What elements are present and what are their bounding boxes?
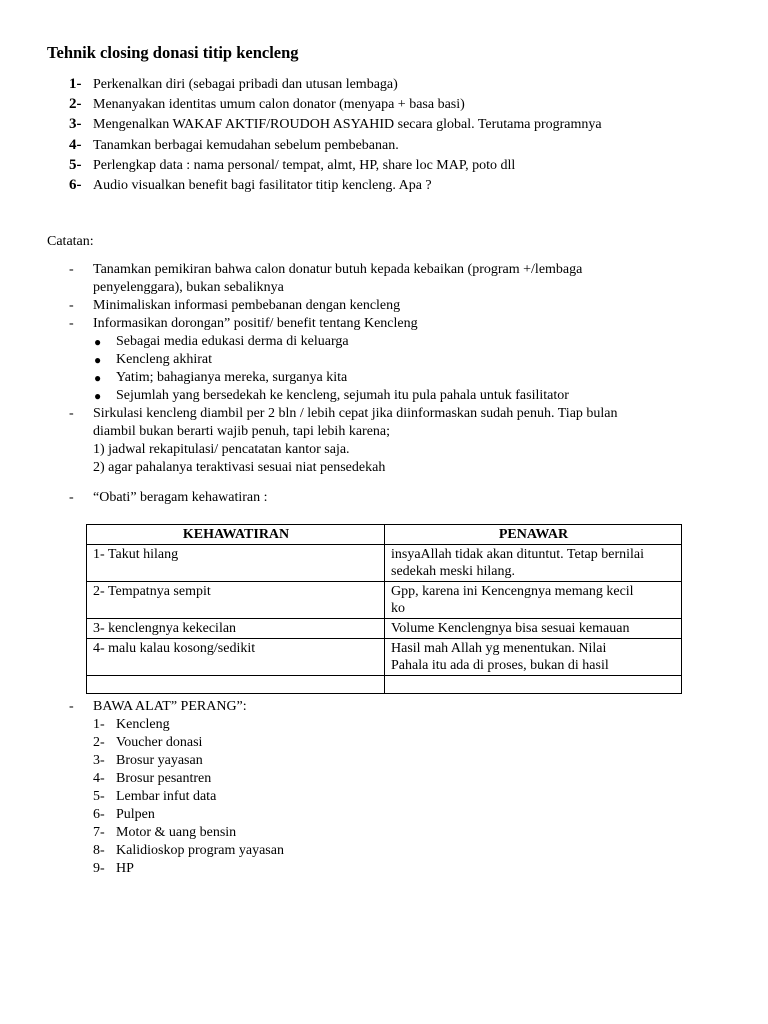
remedy-line: Pahala itu ada di proses, bukan di hasil — [391, 658, 609, 673]
step-text: Tanamkan berbagai kemudahan sebelum pembebanan. — [93, 137, 399, 153]
dash-marker: - — [69, 699, 74, 714]
table-row-empty — [87, 676, 682, 694]
equipment-item — [93, 716, 284, 734]
step-item — [69, 74, 602, 94]
worry-cell — [87, 676, 385, 694]
bullet-icon: ● — [94, 389, 102, 403]
remedy-cell — [385, 639, 682, 676]
equipment-section — [69, 698, 284, 878]
equipment-item — [93, 824, 284, 842]
remedy-cell — [385, 676, 682, 694]
note-text: “Obati” beragam kehawatiran : — [93, 490, 268, 505]
remedy-line: Hasil mah Allah yg menentukan. Nilai — [391, 641, 607, 656]
table-row — [87, 582, 682, 619]
note-text: 2) agar pahalanya teraktivasi sesuai niat pensedekah — [93, 460, 386, 475]
equipment-number: 5- — [93, 789, 105, 804]
remedy-line: ko — [391, 601, 405, 616]
bullet-icon: ● — [94, 335, 102, 349]
benefit-item — [93, 387, 689, 405]
benefit-sublist — [93, 333, 689, 405]
step-number: 1- — [69, 76, 82, 92]
equipment-text: HP — [116, 861, 134, 876]
equipment-text: Kencleng — [116, 717, 170, 732]
equipment-text: Voucher donasi — [116, 735, 203, 750]
benefit-text: Sejumlah yang bersedekah ke kencleng, sejumah itu pula pahala untuk fasilitator — [116, 388, 569, 403]
note-text: Informasikan dorongan” positif/ benefit tentang Kencleng — [93, 316, 418, 331]
benefit-item — [93, 351, 689, 369]
equipment-number: 2- — [93, 735, 105, 750]
dash-marker: - — [69, 298, 74, 313]
note-text: Minimaliskan informasi pembebanan dengan kencleng — [93, 298, 401, 313]
dash-marker: - — [69, 406, 74, 421]
equipment-text: Lembar infut data — [116, 789, 217, 804]
notes-list — [69, 261, 689, 507]
equipment-number: 8- — [93, 843, 105, 858]
benefit-item — [93, 333, 689, 351]
step-text: Menanyakan identitas umum calon donator (menyapa + basa basi) — [93, 97, 465, 113]
note-item — [69, 405, 689, 477]
notes-heading: Catatan: — [47, 234, 94, 249]
step-item — [69, 175, 602, 195]
equipment-number: 9- — [93, 861, 105, 876]
step-text: Perkenalkan diri (sebagai pribadi dan utusan lembaga) — [93, 77, 398, 92]
note-text: penyelenggara), bukan sebaliknya — [93, 280, 284, 295]
equipment-number: 6- — [93, 807, 105, 822]
dash-marker: - — [69, 316, 74, 331]
remedy-cell — [385, 619, 682, 639]
equipment-heading-item — [69, 698, 284, 716]
note-item — [69, 297, 689, 315]
note-text: Sirkulasi kencleng diambil per 2 bln / lebih cepat jika diinformaskan sudah penuh. Tiap bulan — [93, 406, 618, 421]
note-item — [69, 315, 689, 405]
equipment-item — [93, 860, 284, 878]
column-header-kehawatiran: KEHAWATIRAN — [87, 525, 385, 545]
bullet-icon: ● — [94, 353, 102, 367]
remedy-cell — [385, 582, 682, 619]
equipment-number: 3- — [93, 753, 105, 768]
remedy-cell — [385, 545, 682, 582]
step-item — [69, 94, 602, 114]
step-item — [69, 135, 602, 155]
equipment-number: 4- — [93, 771, 105, 786]
note-item — [69, 489, 689, 507]
equipment-text: Kalidioskop program yayasan — [116, 843, 284, 858]
equipment-text: Motor & uang bensin — [116, 825, 237, 840]
equipment-item — [93, 842, 284, 860]
worries-table — [86, 524, 682, 694]
bullet-icon: ● — [94, 371, 102, 385]
dash-marker: - — [69, 262, 74, 277]
worry-cell: 3- kenclengnya kekecilan — [87, 619, 385, 639]
benefit-item — [93, 369, 689, 387]
step-number: 3- — [69, 116, 82, 133]
worry-cell: 1- Takut hilang — [87, 545, 385, 582]
step-item — [69, 114, 602, 134]
table-row — [87, 619, 682, 639]
remedy-line: Gpp, karena ini Kencengnya memang kecil — [391, 584, 634, 599]
equipment-list — [69, 716, 284, 878]
step-text: Perlengkap data : nama personal/ tempat, almt, HP, share loc MAP, poto dll — [93, 157, 516, 173]
equipment-text: Brosur yayasan — [116, 753, 203, 768]
benefit-text: Sebagai media edukasi derma di keluarga — [116, 334, 349, 349]
step-number: 6- — [69, 176, 82, 193]
equipment-item — [93, 788, 284, 806]
step-number: 5- — [69, 156, 82, 173]
table-row — [87, 639, 682, 676]
table-header-row — [87, 525, 682, 545]
step-text: Audio visualkan benefit bagi fasilitator titip kencleng. Apa ? — [93, 177, 432, 193]
column-header-penawar: PENAWAR — [385, 525, 682, 545]
equipment-number: 7- — [93, 825, 105, 840]
equipment-text: Pulpen — [116, 807, 155, 822]
worry-cell: 2- Tempatnya sempit — [87, 582, 385, 619]
equipment-heading: BAWA ALAT” PERANG”: — [93, 699, 247, 714]
note-text: 1) jadwal rekapitulasi/ pencatatan kantor saja. — [93, 442, 350, 457]
step-number: 2- — [69, 96, 82, 113]
equipment-text: Brosur pesantren — [116, 771, 212, 786]
benefit-text: Kencleng akhirat — [116, 352, 213, 367]
closing-steps-list — [69, 74, 602, 195]
worry-cell: 4- malu kalau kosong/sedikit — [87, 639, 385, 676]
benefit-text: Yatim; bahagianya mereka, surganya kita — [116, 370, 348, 385]
step-item — [69, 155, 602, 175]
dash-marker: - — [69, 490, 74, 505]
note-text: Tanamkan pemikiran bahwa calon donatur butuh kepada kebaikan (program +/lembaga — [93, 262, 583, 277]
step-text: Mengenalkan WAKAF AKTIF/ROUDOH ASYAHID secara global. Terutama programnya — [93, 117, 602, 133]
equipment-item — [93, 770, 284, 788]
equipment-item — [93, 806, 284, 824]
note-item — [69, 261, 689, 297]
note-text: diambil bukan berarti wajib penuh, tapi lebih karena; — [93, 424, 391, 439]
remedy-line: insyaAllah tidak akan dituntut. Tetap bernilai — [391, 547, 645, 562]
spacer — [69, 477, 689, 489]
equipment-item — [93, 752, 284, 770]
remedy-line: sedekah meski hilang. — [391, 564, 516, 579]
equipment-item — [93, 734, 284, 752]
step-number: 4- — [69, 136, 82, 153]
table-row — [87, 545, 682, 582]
remedy-line: Volume Kenclengnya bisa sesuai kemauan — [391, 621, 630, 636]
equipment-number: 1- — [93, 717, 105, 732]
document-title: Tehnik closing donasi titip kencleng — [47, 43, 299, 62]
